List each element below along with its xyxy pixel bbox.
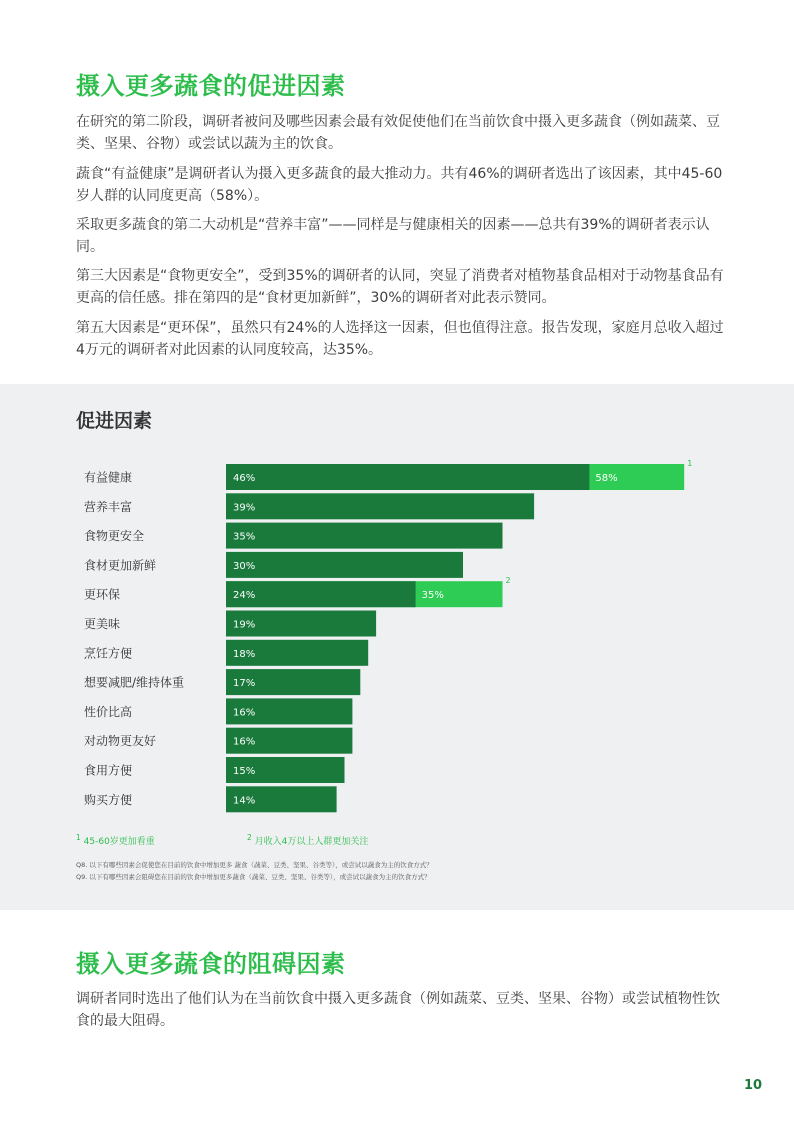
bar-value-label: 19%	[233, 619, 256, 631]
bar-value-label: 16%	[233, 736, 256, 748]
paragraph: 第五大因素是“更环保”，虽然只有24%的人选择这一因素，但也值得注意。报告发现，家庭月总收入超过4万元的调研者对此因素的认同度较高，达35%。	[76, 320, 724, 358]
category-label: 有益健康	[84, 470, 133, 485]
bar-value-label: 14%	[233, 795, 256, 807]
footnote-marker: 2	[505, 576, 511, 586]
bar-value-label: 15%	[233, 766, 256, 777]
bar	[226, 523, 503, 549]
category-label: 更美味	[84, 617, 121, 631]
para-1	[76, 111, 726, 155]
bar	[226, 552, 463, 578]
barriers-section	[76, 948, 726, 980]
paragraph: 采取更多蔬食的第二大动机是“营养丰富”——同样是与健康相关的因素——总共有39%的调研者表示认同。	[76, 217, 710, 255]
promoting-factors-section	[76, 70, 726, 102]
footnote-text: 45-60岁更加看重	[83, 837, 155, 847]
para-barriers	[76, 988, 726, 1032]
category-label: 性价比高	[84, 704, 133, 719]
bar-value-label: 17%	[233, 678, 256, 690]
bar-chart	[0, 384, 794, 910]
footnote-text: 月收入4万以上人群更加关注	[254, 837, 369, 847]
category-label: 想要减肥/维持体重	[84, 675, 185, 690]
question-note-q9: Q9. 以下有哪些因素会阻碍您在目前的饮食中增加更多蔬食（蔬菜、豆类、坚果、谷类等），或尝试以蔬食为主的饮食方式？	[76, 873, 431, 881]
bar-value-label: 46%	[233, 473, 256, 484]
category-label: 食材更加新鲜	[84, 558, 157, 573]
footnote-mark: 1	[76, 833, 81, 842]
chart-title: 促进因素	[76, 410, 153, 432]
footnote-marker: 1	[687, 459, 693, 468]
page-number: 10	[744, 1078, 763, 1093]
section-heading: 摄入更多蔬食的阻碍因素	[76, 950, 346, 978]
bar-value-label: 18%	[233, 648, 256, 660]
paragraph: 第三大因素是“食物更安全”，受到35%的调研者的认同，突显了消费者对植物基食品相对于动物基食品有更高的信任感。排在第四的是“食材更加新鲜”，30%的调研者对此表示赞同。	[76, 268, 724, 306]
para-2	[76, 163, 726, 207]
highlight-value-label: 58%	[595, 473, 618, 484]
bar-value-label: 24%	[233, 590, 256, 602]
category-label: 对动物更友好	[84, 734, 157, 749]
category-label: 营养丰富	[84, 499, 133, 514]
bar-value-label: 16%	[233, 707, 256, 719]
category-label: 购买方便	[84, 792, 133, 807]
category-label: 食物更安全	[84, 529, 145, 544]
paragraph: 调研者同时选出了他们认为在当前饮食中摄入更多蔬食（例如蔬菜、豆类、坚果、谷物）或尝试植物性饮食的最大阻碍。	[76, 991, 720, 1029]
bar	[226, 493, 534, 519]
footnote-1	[76, 833, 155, 847]
category-label: 更环保	[84, 587, 121, 602]
category-label: 食用方便	[84, 763, 133, 778]
paragraph: 蔬食“有益健康”是调研者认为摄入更多蔬食的最大推动力。共有46%的调研者选出了该因素，其中45-60岁人群的认同度更高（58%）。	[76, 166, 723, 204]
question-note-q8: Q8. 以下有哪些因素会促使您在目前的饮食中增加更多 蔬食（蔬菜、豆类、坚果、谷类等），或尝试以蔬食为主的饮食方式？	[76, 861, 433, 869]
footnote-mark: 2	[247, 833, 252, 842]
section-heading: 摄入更多蔬食的促进因素	[76, 72, 346, 100]
bar-value-label: 30%	[233, 560, 256, 572]
paragraph: 在研究的第二阶段，调研者被问及哪些因素会最有效促使他们在当前饮食中摄入更多蔬食（例如蔬菜、豆类、坚果、谷物）或尝试以蔬为主的饮食。	[76, 114, 720, 152]
bar-value-label: 35%	[233, 531, 256, 543]
para-3	[76, 214, 726, 258]
highlight-value-label: 35%	[421, 590, 444, 602]
para-4	[76, 265, 726, 309]
footnote-2	[247, 833, 368, 847]
bar	[226, 464, 589, 490]
category-label: 烹饪方便	[84, 646, 133, 661]
bar-value-label: 39%	[233, 502, 256, 514]
para-5	[76, 317, 726, 361]
